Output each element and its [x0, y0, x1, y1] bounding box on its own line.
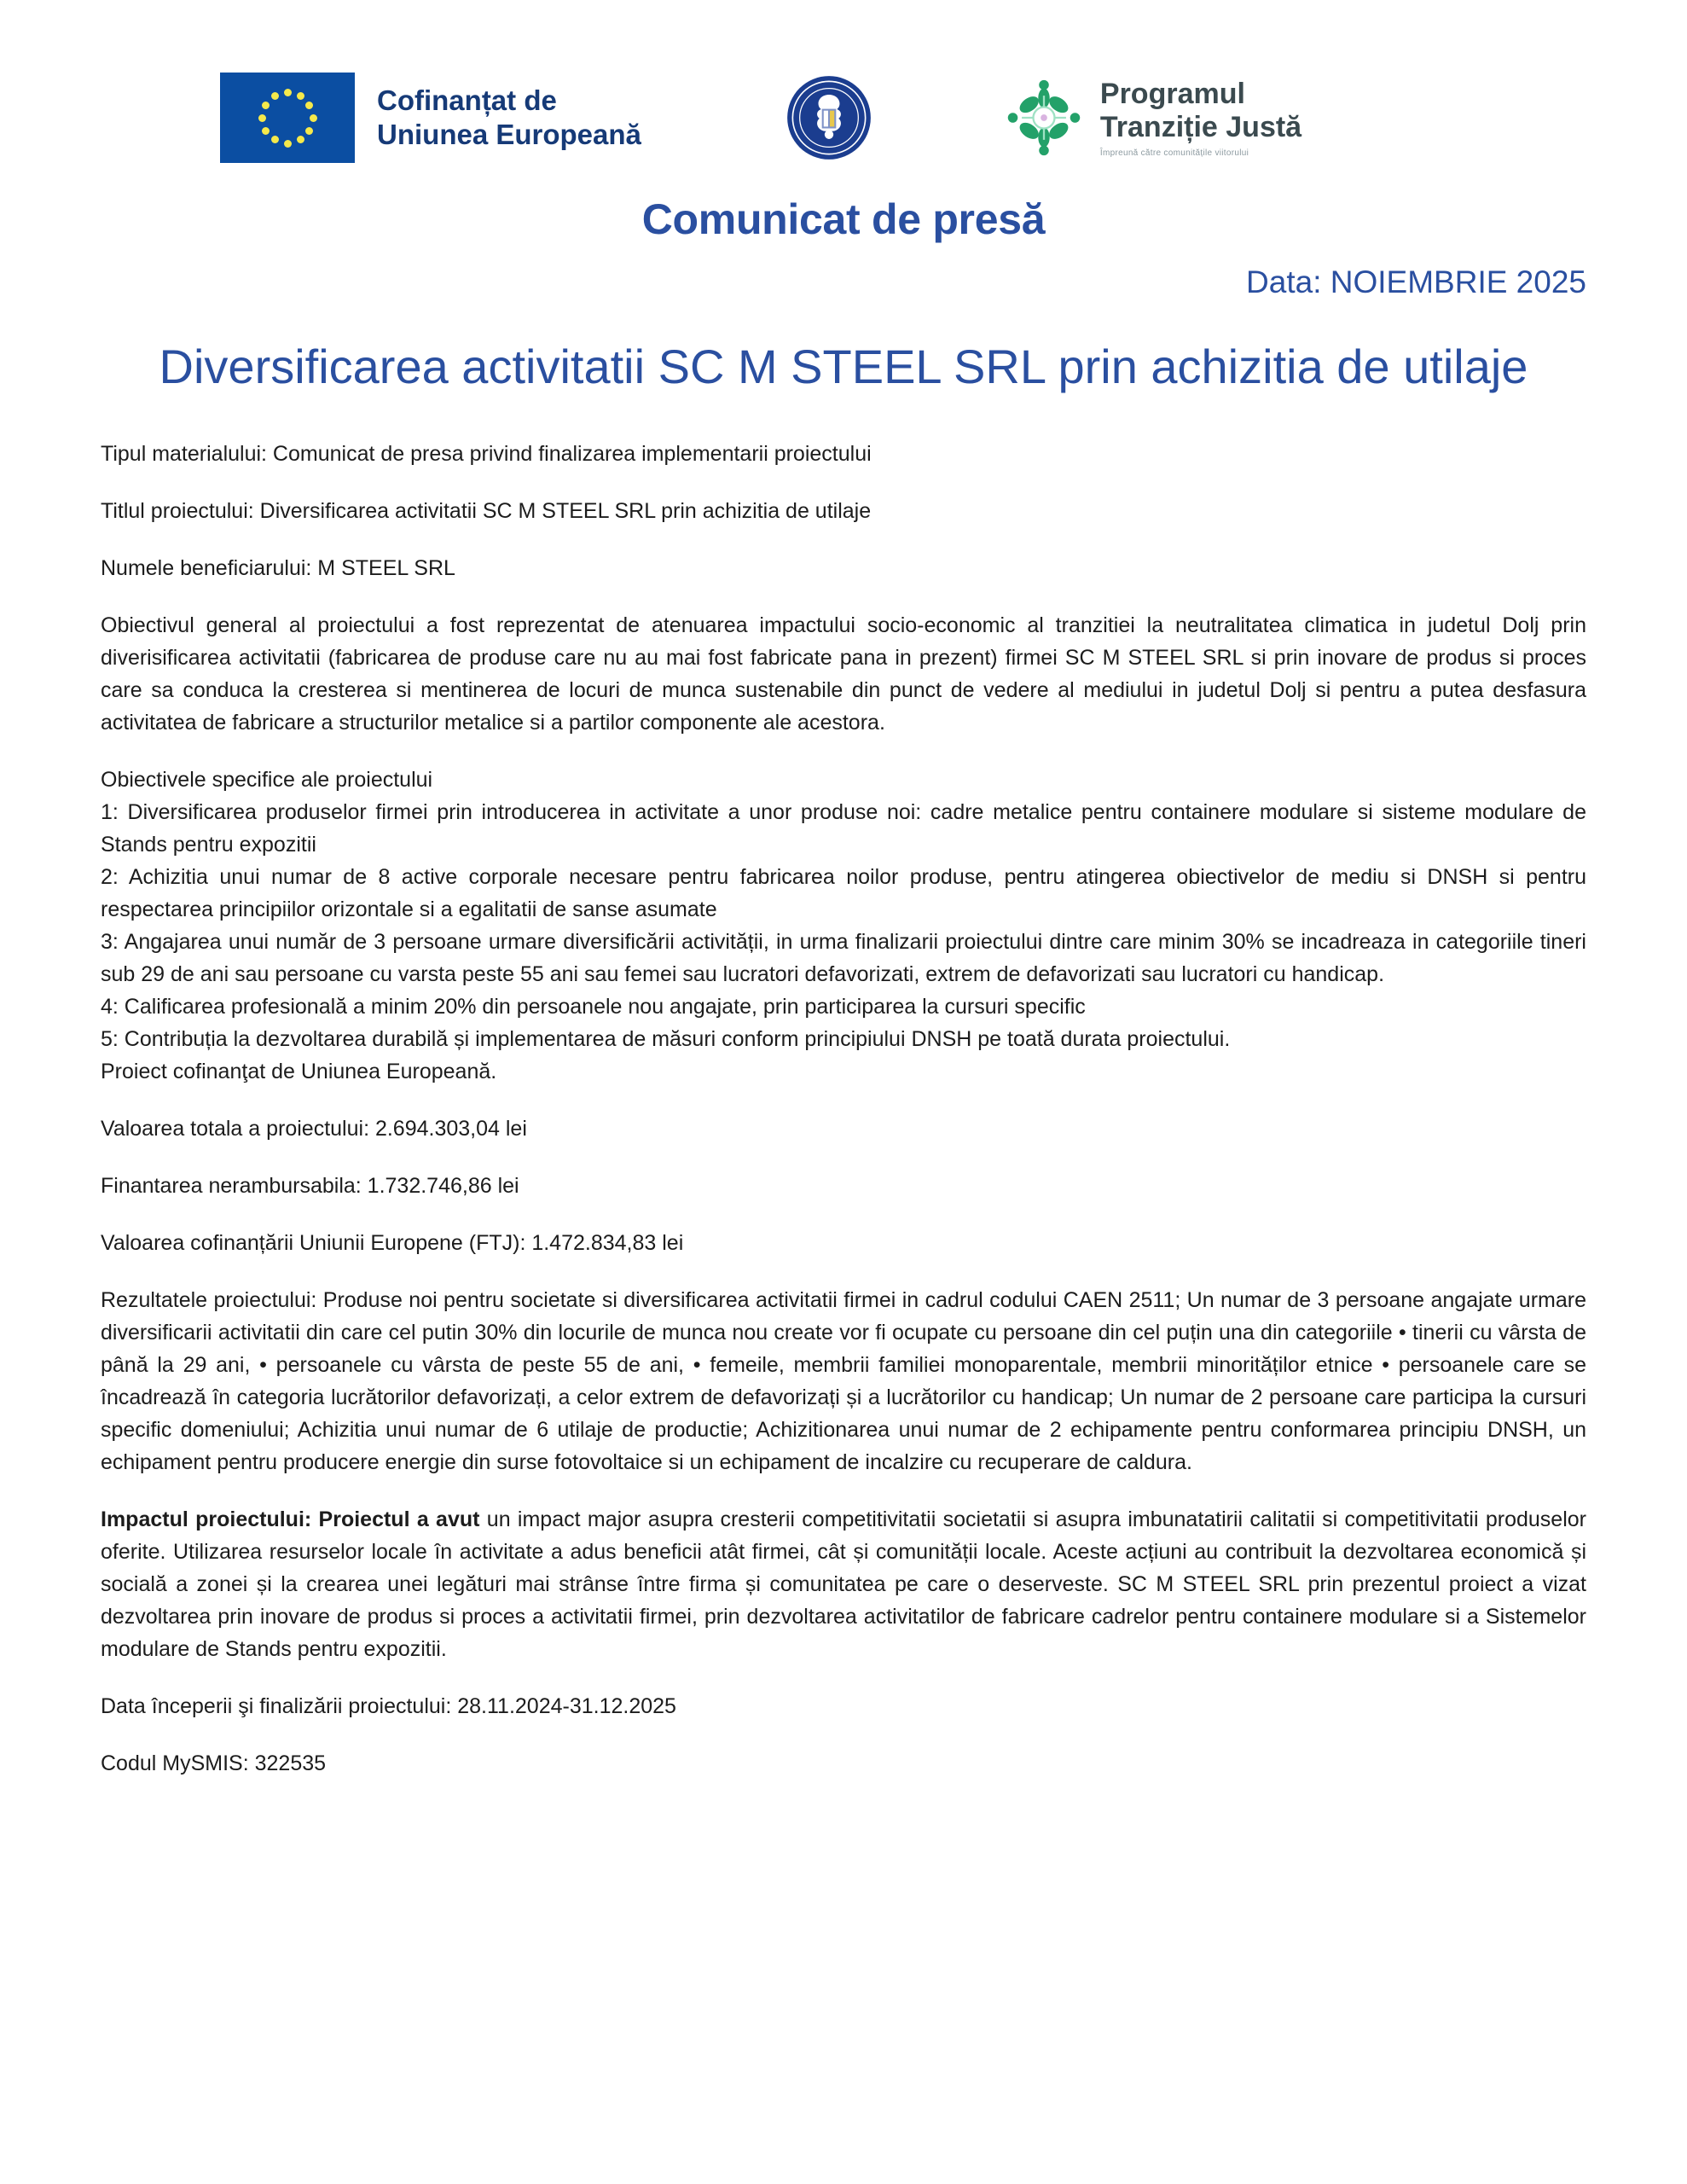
project-title: Diversificarea activitatii SC M STEEL SRL prin achizitia de utilaje — [159, 340, 1528, 393]
specific-objective-item: 4: Calificarea profesională a minim 20% din persoanele nou angajate, prin participarea la cursuri specific — [101, 994, 1086, 1019]
mysmis-code-line: Codul MySMIS: 322535 — [101, 1751, 327, 1775]
impact-body-text: un impact major asupra cresterii competitivitatii societatii si asupra imbunatatirii calitatii si competitivitatii produselor oferite. Utilizarea resurselor locale în activitate a adus beneficii atât firmei, cât și comunității locale. Aceste acțiuni au contribuit la dezvoltarea economică și socială a zonei și la crearea unei legături mai strânse între firma și comunitatea pe care o deserveste. SC M STEEL SRL prin prezentul proiect a vizat dezvoltarea prin inovare de produs si proces a activitatii firmei, prin dezvoltarea activitatilor de fabricare cadrelor pentru containere modulare si a Sistemelor modulare de Stands pentru expozitii. — [101, 1507, 1586, 1661]
specific-objectives-heading: Obiectivele specifice ale proiectului — [101, 767, 433, 792]
eu-logo-text — [377, 84, 641, 153]
ptj-line2: Tranziție Justă — [1099, 111, 1302, 143]
project-impact-paragraph — [101, 1503, 1586, 1665]
eu-logo-line1: Cofinanțat de — [377, 84, 557, 116]
page-title: Comunicat de presă — [641, 195, 1046, 243]
ptj-line1: Programul — [1099, 77, 1245, 110]
tranzitie-justa-leaf-icon — [1003, 77, 1085, 159]
project-dates-line: Data începerii şi finalizării proiectului: 28.11.2024-31.12.2025 — [101, 1693, 676, 1718]
non-reimbursable-funding: Finantarea nerambursabila: 1.732.746,86 lei — [101, 1173, 519, 1198]
tranzitie-justa-logo-text — [1100, 78, 1301, 159]
romania-government-seal-icon — [785, 73, 873, 162]
eu-logo-line2: Uniunea Europeană — [377, 119, 641, 150]
eu-cofinancing-logo — [220, 73, 641, 163]
ptj-tagline: Împreună către comunitățile viitorului — [1099, 148, 1249, 159]
project-title-line: Titlul proiectului: Diversificarea activitatii SC M STEEL SRL prin achizitia de utilaje — [101, 498, 872, 523]
tranzitie-justa-logo — [1003, 77, 1301, 159]
specific-objective-item: 2: Achizitia unui numar de 8 active corporale necesare pentru fabricarea noilor produse, pentru atingerea obiectivelor de mediu si DNSH si pentru respectarea principiilor orizontale si a egalitatii de sanse asumate — [101, 864, 1586, 921]
document-date: Data: NOIEMBRIE 2025 — [1246, 264, 1586, 299]
eu-cofinancing-value: Valoarea cofinanțării Uniunii Europene (FTJ): 1.472.834,83 lei — [101, 1230, 684, 1255]
specific-objective-item: 1: Diversificarea produselor firmei prin introducerea in activitate a unor produse noi: cadre metalice pentru containere modulare si sisteme modulare de Stands pentru expozitii — [101, 799, 1586, 857]
specific-objective-item: 5: Contribuția la dezvoltarea durabilă și implementarea de măsuri conform principiului DNSH pe toată durata proiectului. — [101, 1026, 1231, 1051]
press-release-body — [101, 438, 1586, 1780]
specific-objective-item: 3: Angajarea unui număr de 3 persoane urmare diversificării activității, in urma finalizarii proiectului dintre care minim 30% se incadreaza in categoriile tineri sub 29 de ani sau persoane cu varsta peste 55 ani sau femei sau lucratori defavorizati, extrem de defavorizati sau lucratori cu handicap. — [101, 929, 1586, 986]
project-results-paragraph: Rezultatele proiectului: Produse noi pentru societate si diversificarea activitatii firmei in cadrul codului CAEN 2511; Un numar de 3 persoane angajate urmare diversificarii activitatii din care cel putin 30% din locurile de munca nou create vor fi ocupate cu persoane din cel puțin una din categoriile • tinerii cu vârsta de până la 29 ani, • persoanele cu vârsta de peste 55 de ani, • femeile, membrii familiei monoparentale, membrii minorităților etnice • persoanele care se încadrează în categoria lucrătorilor defavorizați, a celor extrem de defavorizați și a lucrătorilor cu handicap; Un numar de 2 persoane care participa la cursuri specific domeniului; Achizitia unui numar de 6 utilaje de productie; Achizitionarea unui numar de 2 echipamente pentru conformarea principiu DNSH, un echipament pentru producere energie din surse fotovoltaice si un echipament de incalzire cu recuperare de caldura. — [101, 1287, 1586, 1474]
beneficiary-name-line: Numele beneficiarului: M STEEL SRL — [101, 555, 455, 580]
eu-cofinancing-note: Proiect cofinanţat de Uniunea Europeană. — [101, 1059, 497, 1083]
romania-government-logo — [785, 73, 873, 162]
material-type-line: Tipul materialului: Comunicat de presa privind finalizarea implementarii proiectului — [101, 441, 872, 466]
funding-logo-bar — [101, 0, 1586, 162]
eu-flag-icon — [220, 73, 355, 163]
general-objective-paragraph: Obiectivul general al proiectului a fost reprezentat de atenuarea impactului socio-economic al tranzitiei la neutralitatea climatica in judetul Dolj prin diverisificarea activitatii (fabricarea de produse care nu au mai fost fabricate pana in prezent) firmei SC M STEEL SRL si prin inovare de produs si proces care sa conduca la cresterea si mentinerea de locuri de munca sustenabile din punct de vedere al mediului in judetul Dolj si pentru a putea desfasura activitatea de fabricare a structurilor metalice si a partilor componente ale acestora. — [101, 613, 1586, 735]
total-project-value: Valoarea totala a proiectului: 2.694.303,04 lei — [101, 1116, 527, 1141]
impact-lead-text: Impactul proiectului: Proiectul a avut — [101, 1507, 480, 1531]
